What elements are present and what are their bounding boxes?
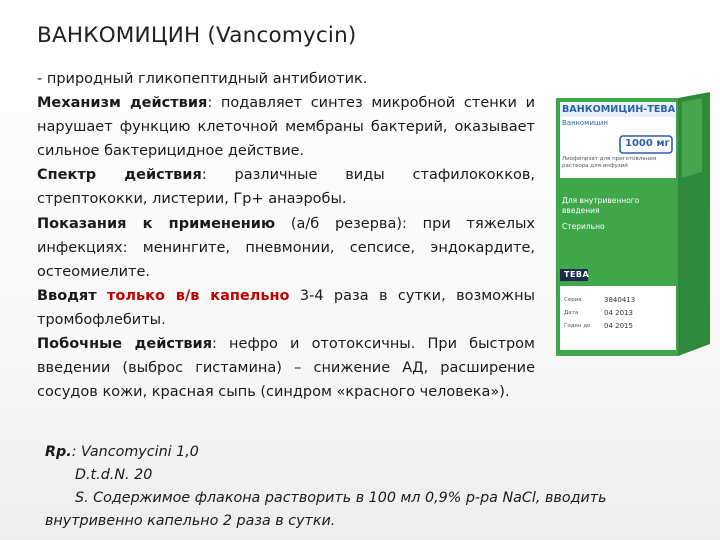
side-effects-term: Побочные действия <box>37 336 213 353</box>
box-made-label: Дата <box>564 310 579 316</box>
mechanism-text: : подавляет синтез микробной стенки и нарушает функцию клеточной мембраны бактерий, оказывает сильное бактерицидное действие. <box>37 95 535 160</box>
product-box-image <box>552 92 710 362</box>
drug-description <box>37 67 535 404</box>
box-lot-label: Серия <box>564 297 582 303</box>
prescription-line-4: внутривенно капельно 2 раза в сутки. <box>45 513 336 529</box>
prescription-line-3: S. Содержимое флакона растворить в 100 мл 0,9% р-ра NaCl, вводить <box>75 490 607 506</box>
box-exp-label: Годен до <box>564 323 591 329</box>
box-lot-value: 3840413 <box>604 296 636 304</box>
box-sterile: Стерильно <box>562 222 605 231</box>
box-dose: 1000 мг <box>625 138 670 149</box>
prescription-line-1 <box>45 441 685 464</box>
box-product-subname: Ванкомицин <box>562 119 608 127</box>
paragraph-spectrum <box>37 163 535 211</box>
box-side-highlight <box>682 98 702 178</box>
indications-term: Показания к применению <box>37 215 276 232</box>
paragraph-mechanism <box>37 91 535 163</box>
box-made-value: 04 2013 <box>604 309 633 317</box>
paragraph-indications <box>37 212 535 284</box>
indications-text: (а/б резерва): при тяжелых инфекциях: менингите, пневмонии, сепсисе, эндокардите, остеомиелите. <box>37 215 535 280</box>
definition-text: - природный гликопептидный антибиотик. <box>37 71 368 87</box>
mechanism-term: Механизм действия <box>37 95 208 112</box>
box-product-name: ВАНКОМИЦИН-ТЕВА <box>562 104 676 115</box>
spectrum-term: Спектр действия <box>37 167 202 184</box>
paragraph-administration <box>37 284 535 332</box>
paragraph-definition <box>37 67 535 91</box>
spectrum-text: : различные виды стафилококков, стрептококки, листерии, Гр+ анаэробы. <box>37 167 535 208</box>
box-exp-value: 04 2015 <box>604 322 633 330</box>
prescription <box>45 441 685 533</box>
box-brand-logo: ТЕВА <box>564 270 590 279</box>
paragraph-side-effects <box>37 332 535 404</box>
prescription-rp: Rp. <box>45 444 72 460</box>
administration-text: 3-4 раза в сутки, возможны тромбофлебиты. <box>37 287 535 328</box>
administration-term: Вводят <box>37 287 97 304</box>
prescription-line-2: D.t.d.N. 20 <box>75 467 153 483</box>
slide-title: ВАНКОМИЦИН (Vancomycin) <box>37 23 357 48</box>
box-form: Лиофилизат для приготовления раствора для инфузий <box>562 156 657 169</box>
side-effects-text: : нефро и ототоксичны. При быстром введении (выброс гистамина) – снижение АД, расширение сосудов кожи, красная сыпь (синдром «красного человека»). <box>37 336 535 401</box>
box-route: Для внутривенного введения <box>562 196 640 215</box>
prescription-drug: : Vancomycini 1,0 <box>71 444 199 460</box>
administration-highlight: только в/в капельно <box>107 287 290 304</box>
